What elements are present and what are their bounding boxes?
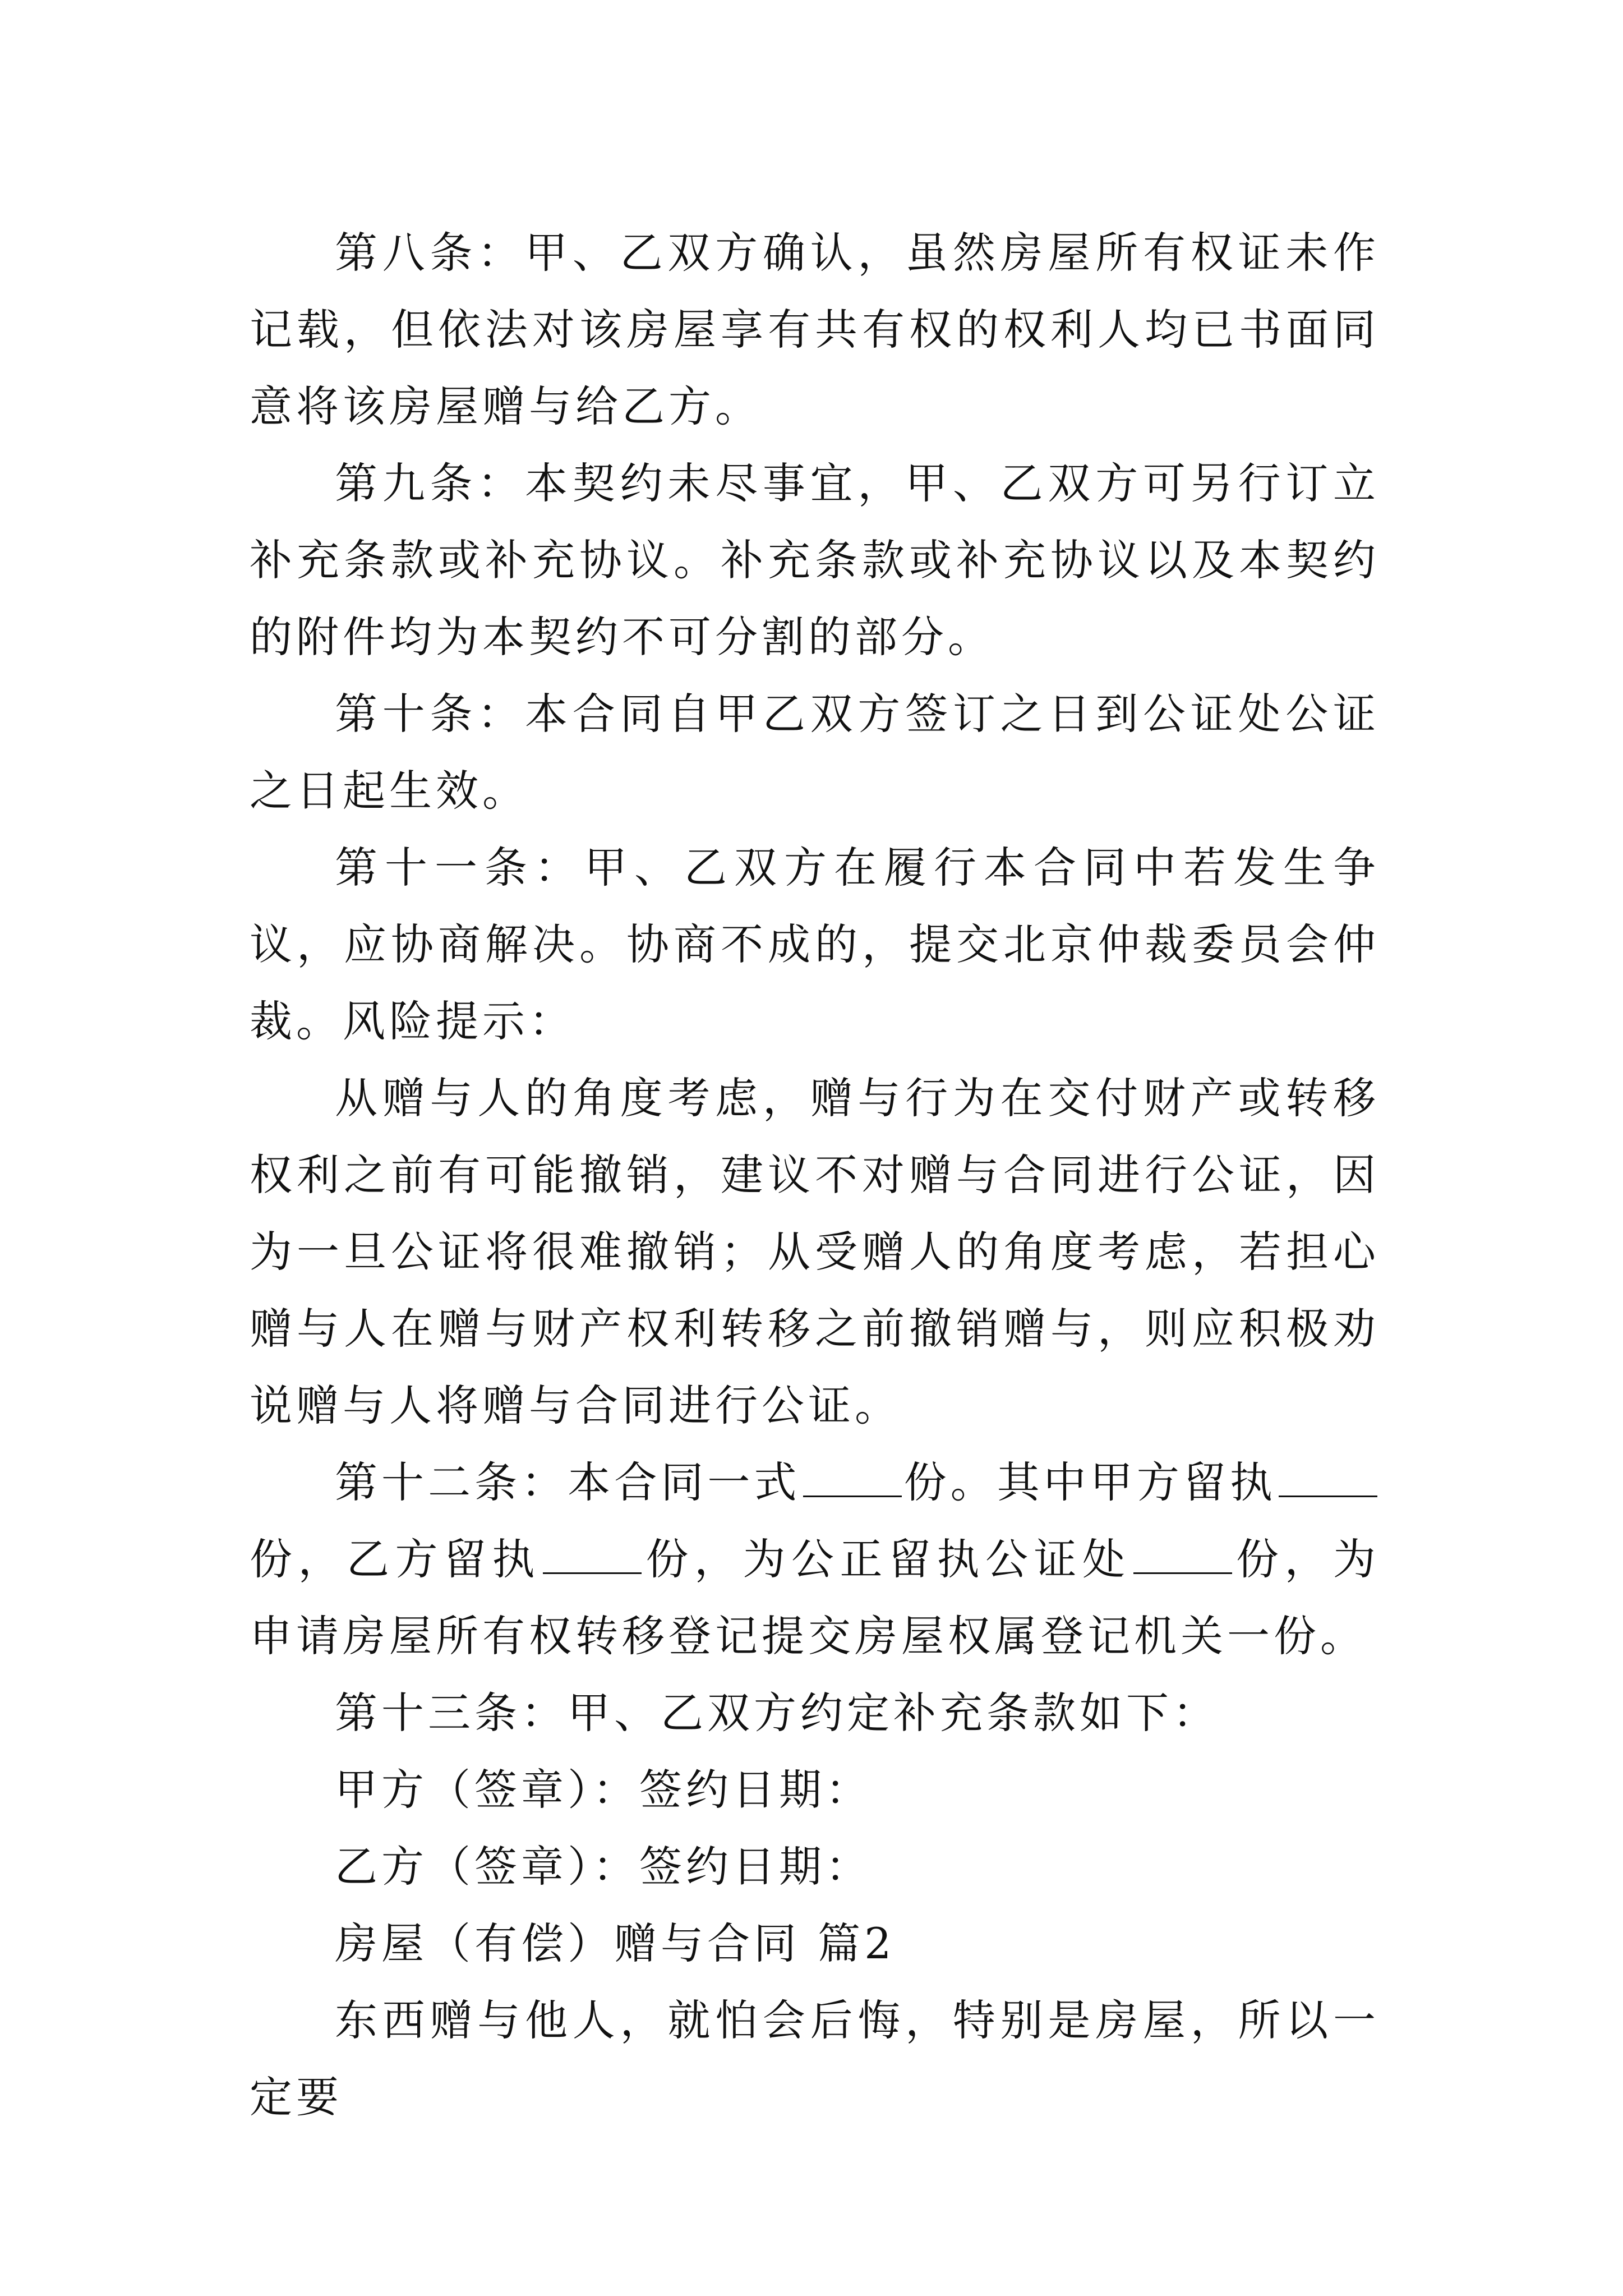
party-a-copies-blank[interactable] [1279, 1460, 1377, 1497]
document-body [250, 214, 1380, 2136]
clause-11: 第十一条：甲、乙双方在履行本合同中若发生争议，应协商解决。协商不成的，提交北京仲裁委员会仲裁。风险提示： [250, 843, 1380, 1046]
party-a-signature-line: 甲方（签章）：签约日期： [335, 1765, 872, 1815]
clause-10: 第十条：本合同自甲乙双方签订之日到公证处公证之日起生效。 [250, 689, 1380, 816]
copies-total-blank[interactable] [803, 1460, 902, 1497]
party-b-copies-blank[interactable] [543, 1536, 642, 1574]
notary-copies-blank[interactable] [1133, 1536, 1232, 1574]
clause-12 [250, 1444, 1380, 1674]
clause-12-text-2: 份。其中甲方留执 [903, 1457, 1277, 1507]
party-b-signature-line: 乙方（签章）：签约日期： [335, 1842, 872, 1892]
clause-12-text-3: 份，乙方留执 [250, 1534, 541, 1584]
clause-12-text-1: 第十二条：本合同一式 [335, 1457, 801, 1507]
risk-notice: 从赠与人的角度考虑，赠与行为在交付财产或转移权利之前有可能撤销，建议不对赠与合同进行公证，因为一旦公证将很难撤销；从受赠人的角度考虑，若担心赠与人在赠与财产权利转移之前撤销赠与，则应积极劝说赠与人将赠与合同进行公证。 [250, 1073, 1380, 1430]
clause-12-text-5: 份，为申请房屋所有权转移登记提交房屋权属登记机关一份。 [250, 1534, 1380, 1661]
clause-13: 第十三条：甲、乙双方约定补充条款如下： [335, 1688, 1219, 1738]
clause-12-text-4: 份，为公正留执公证处 [644, 1534, 1131, 1584]
section-heading: 房屋（有偿）赠与合同 篇2 [335, 1918, 896, 1968]
clause-8: 第八条：甲、乙双方确认，虽然房屋所有权证未作记载，但依法对该房屋享有共有权的权利人均已书面同意将该房屋赠与给乙方。 [250, 228, 1380, 431]
closing-paragraph: 东西赠与他人，就怕会后悔，特别是房屋，所以一定要 [250, 1995, 1380, 2122]
clause-9: 第九条：本契约未尽事宜，甲、乙双方可另行订立补充条款或补充协议。补充条款或补充协议以及本契约的附件均为本契约不可分割的部分。 [250, 458, 1380, 662]
